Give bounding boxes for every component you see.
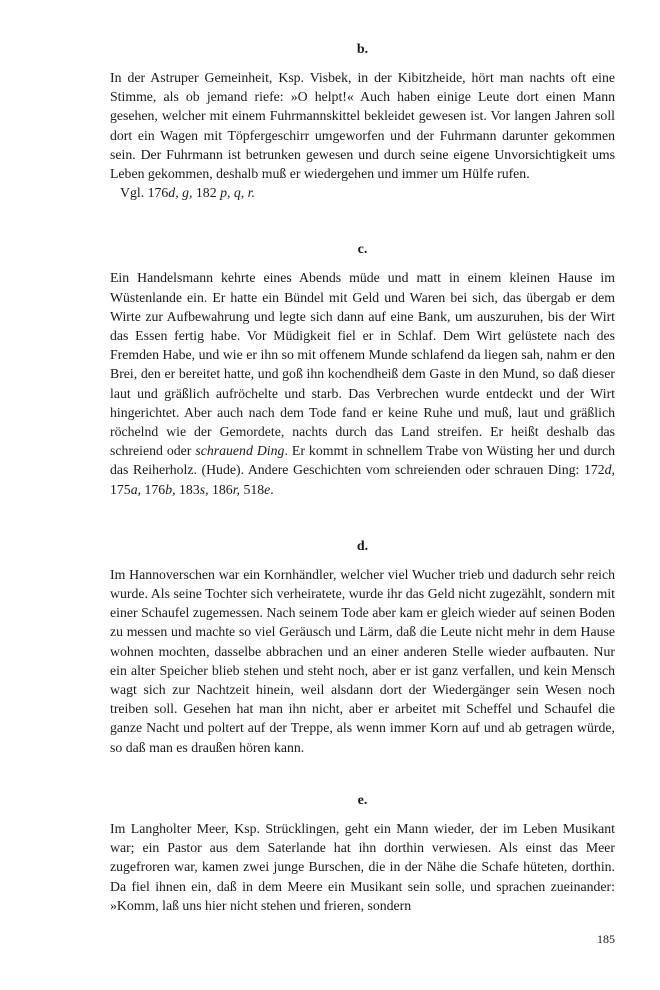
section-d [110,537,615,757]
ref-letter: e [264,481,271,497]
ref-letter: b, [165,481,176,497]
ref-number: 175 [110,481,131,497]
section-paragraph: In der Astruper Gemeinheit, Ksp. Visbek, in der Kibitzheide, hört man nachts oft eine Stimme, als ob jemand riefe: »O helpt!« Auch haben einige Leute dort einen Mann gesehen, welcher mit einem Fuhrmannskittel bekleidet gewesen ist. Vor langen Jahren soll dort ein Wagen mit Töpfergeschirr umgeworfen und der Fuhrmann darunter gekommen sein. Der Fuhrmann ist betrunken gewesen und durch seine eigene Unvorsichtigkeit ums Leben gekommen, deshalb muß er wiedergehen und immer um Hülfe rufen. [110,70,615,182]
section-heading: b. [356,42,369,57]
section-paragraph: Im Langholter Meer, Ksp. Strücklingen, geht ein Mann wieder, der im Leben Musikant war; ein Pastor aus dem Saterlande hat ihn dorthin verwiesen. Als einst das Meer zugefroren war, kamen zwei junge Burschen, die in der Nähe die Schafe hüteten, dorthin. Da fiel ihnen ein, daß in dem Meere ein Musikant sein solle, und sprachen zueinander: »Komm, laß uns hier nicht stehen und frieren, sondern [110,820,615,913]
ref-letters: d, g, [168,185,193,201]
page-body [110,40,615,915]
page-number: 185 [597,932,615,946]
ref-letter: r, [232,481,241,497]
cross-reference [110,183,615,202]
section-e [110,791,615,915]
section-heading: e. [357,792,368,808]
ref-text: 182 [192,185,217,201]
ref-number: 183 [175,481,200,497]
ref-letter: a, [130,481,142,497]
italic-term: schrauend Ding [195,443,285,459]
ref-number: 518 [240,481,265,497]
ref-text: Vgl. 176 [120,185,169,201]
ref-letter: s, [199,481,209,497]
section-heading: d. [356,538,369,554]
ref-letters: p, q, r. [220,185,255,201]
section-c [110,240,615,498]
section-paragraph: Im Hannoverschen war ein Kornhändler, welcher viel Wucher trieb und dadurch sehr reich wurde. Als seine Tochter sich verheiratete, wurde ihr das Geld nicht zugezählt, sondern mit einer Schaufel zugemessen. Nach seinem Tode aber kam er gleich wieder auf seinen Boden zu messen und machte so viel Geräusch und Lärm, daß die Leute nicht mehr in dem Hause wohnen mochten, dasselbe abbrachen und an einer anderen Stelle wieder aufbauten. Nur ein alter Speicher blieb stehen und steht noch, aber er ist ganz verfallen, und kein Mensch wagt sich zur Nachtzeit hinein, weil alsdann dort der Wiedergänger sein Wesen noch treiben soll. Gesehen hat man ihn nicht, aber er arbeitet mit Scheffel und Schaufel die ganze Nacht und poltert auf der Treppe, als wenn immer Korn auf und ab getragen würde, so daß man es draußen hören kann. [110,566,615,755]
paragraph-text: Ein Handelsmann kehrte eines Abends müde und matt in einem kleinen Hause im Wüstenlande ein. Er hatte ein Bündel mit Geld und Waren bei sich, das übergab er dem Wirte zur Aufbewahrung und legte sich dann auf eine Bank, um auszuruhen, bis der Wirt das Essen fertig habe. Vor Müdigkeit fiel er in Schlaf. Dem Wirt gelüstete nach des Fremden Habe, und wie er ihn so mit offenem Munde schlafend da liegen sah, nahm er den Brei, den er bereitet hatte, und goß ihn kochendheiß dem Gaste in den Mund, so daß dieser laut und gräßlich aufröchelte und starb. Das Verbrechen wurde entdeckt und der Wirt hingerichtet. Aber auch nach dem Tode fand er keine Ruhe und muß, laut und gräßlich röchelnd wie der Gemordete, nachts durch das Land streifen. Er heißt deshalb das schreiend oder [110,270,615,459]
ref-number: 186 [208,481,233,497]
section-b [110,40,615,202]
section-heading: c. [357,242,368,258]
section-paragraph [110,268,615,498]
ref-letter: d, [604,462,615,478]
paragraph-text: . Er kommt in schnellem Trabe von Wüsting her und durch das Reiherholz. (Hude). Andere Geschichten vom schreienden oder schrauen Ding: 172 [110,443,615,478]
ref-number: . [270,481,274,497]
ref-number: 176 [141,481,166,497]
